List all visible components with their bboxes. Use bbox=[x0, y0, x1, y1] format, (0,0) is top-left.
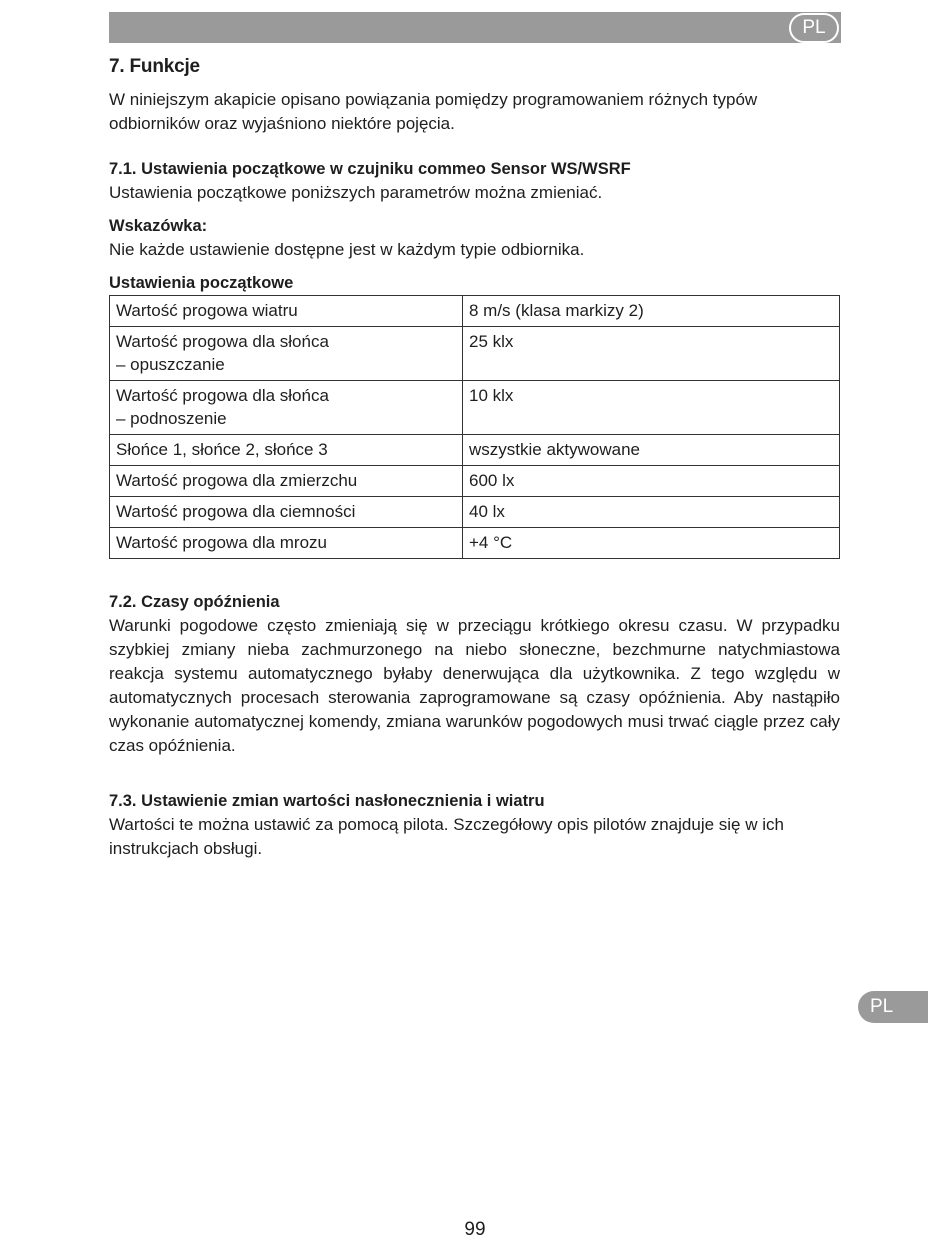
note-label: Wskazówka: bbox=[109, 217, 208, 235]
page-number: 99 bbox=[464, 1219, 486, 1240]
subsection-text: Ustawienia początkowe poniższych parametrów można zmieniać. bbox=[109, 183, 603, 202]
table-row bbox=[110, 528, 840, 559]
table-cell-param: Wartość progowa dla słońca – opuszczanie bbox=[110, 327, 463, 381]
table-cell-param: Wartość progowa dla ciemności bbox=[110, 497, 463, 528]
table-row bbox=[110, 327, 840, 381]
table-cell-param: Wartość progowa dla zmierzchu bbox=[110, 466, 463, 497]
subsection-text: Warunki pogodowe często zmieniają się w przeciągu krótkiego okresu czasu. W przypadku szybkiej zmiany nieba zachmurzonego na niebo słoneczne, bezchmurne natychmiastowa reakcja systemu automatycznego byłaby denerwująca dla użytkownika. Z tego względu w automatycznych procesach sterowania zaprogramowane są czasy opóźnienia. Aby nastąpiło wykonanie automatycznej komendy, zmiana warunków pogodowych musi trwać ciągle przez cały czas opóźnienia. bbox=[109, 616, 840, 755]
table-cell-value: 40 lx bbox=[463, 497, 840, 528]
section-title: 7. Funkcje bbox=[109, 56, 200, 77]
language-badge: PL bbox=[789, 13, 839, 43]
table-cell-param: Wartość progowa dla słońca – podnoszenie bbox=[110, 381, 463, 435]
table-row bbox=[110, 466, 840, 497]
table-cell-param: Słońce 1, słońce 2, słońce 3 bbox=[110, 435, 463, 466]
table-cell-value: +4 °C bbox=[463, 528, 840, 559]
table-cell-param: Wartość progowa wiatru bbox=[110, 296, 463, 327]
table-row bbox=[110, 435, 840, 466]
subsection-title: 7.1. Ustawienia początkowe w czujniku commeo Sensor WS/WSRF bbox=[109, 160, 631, 178]
table-cell-value: 10 klx bbox=[463, 381, 840, 435]
section-7-2 bbox=[109, 590, 840, 758]
table-cell-param: Wartość progowa dla mrozu bbox=[110, 528, 463, 559]
subsection-title: 7.3. Ustawienie zmian wartości nasłonecznienia i wiatru bbox=[109, 792, 545, 810]
section-7-1 bbox=[109, 157, 840, 559]
table-row bbox=[110, 296, 840, 327]
section-intro: W niniejszym akapicie opisano powiązania pomiędzy programowaniem różnych typów odbiorników oraz wyjaśniono niektóre pojęcia. bbox=[109, 90, 758, 133]
subsection-text: Wartości te można ustawić za pomocą pilota. Szczegółowy opis pilotów znajduje się w ich instrukcjach obsługi. bbox=[109, 815, 784, 858]
table-cell-value: 600 lx bbox=[463, 466, 840, 497]
header-bar bbox=[109, 12, 841, 43]
table-cell-value: 8 m/s (klasa markizy 2) bbox=[463, 296, 840, 327]
language-side-tab: PL bbox=[858, 991, 928, 1023]
table-title: Ustawienia początkowe bbox=[109, 274, 294, 292]
note-text: Nie każde ustawienie dostępne jest w każdym typie odbiornika. bbox=[109, 240, 585, 259]
table-row bbox=[110, 381, 840, 435]
table-cell-value: 25 klx bbox=[463, 327, 840, 381]
table-cell-value: wszystkie aktywowane bbox=[463, 435, 840, 466]
section-7-3 bbox=[109, 789, 840, 861]
subsection-title: 7.2. Czasy opóźnienia bbox=[109, 593, 280, 611]
settings-table bbox=[109, 295, 840, 559]
table-row bbox=[110, 497, 840, 528]
section-intro-block bbox=[109, 88, 840, 136]
